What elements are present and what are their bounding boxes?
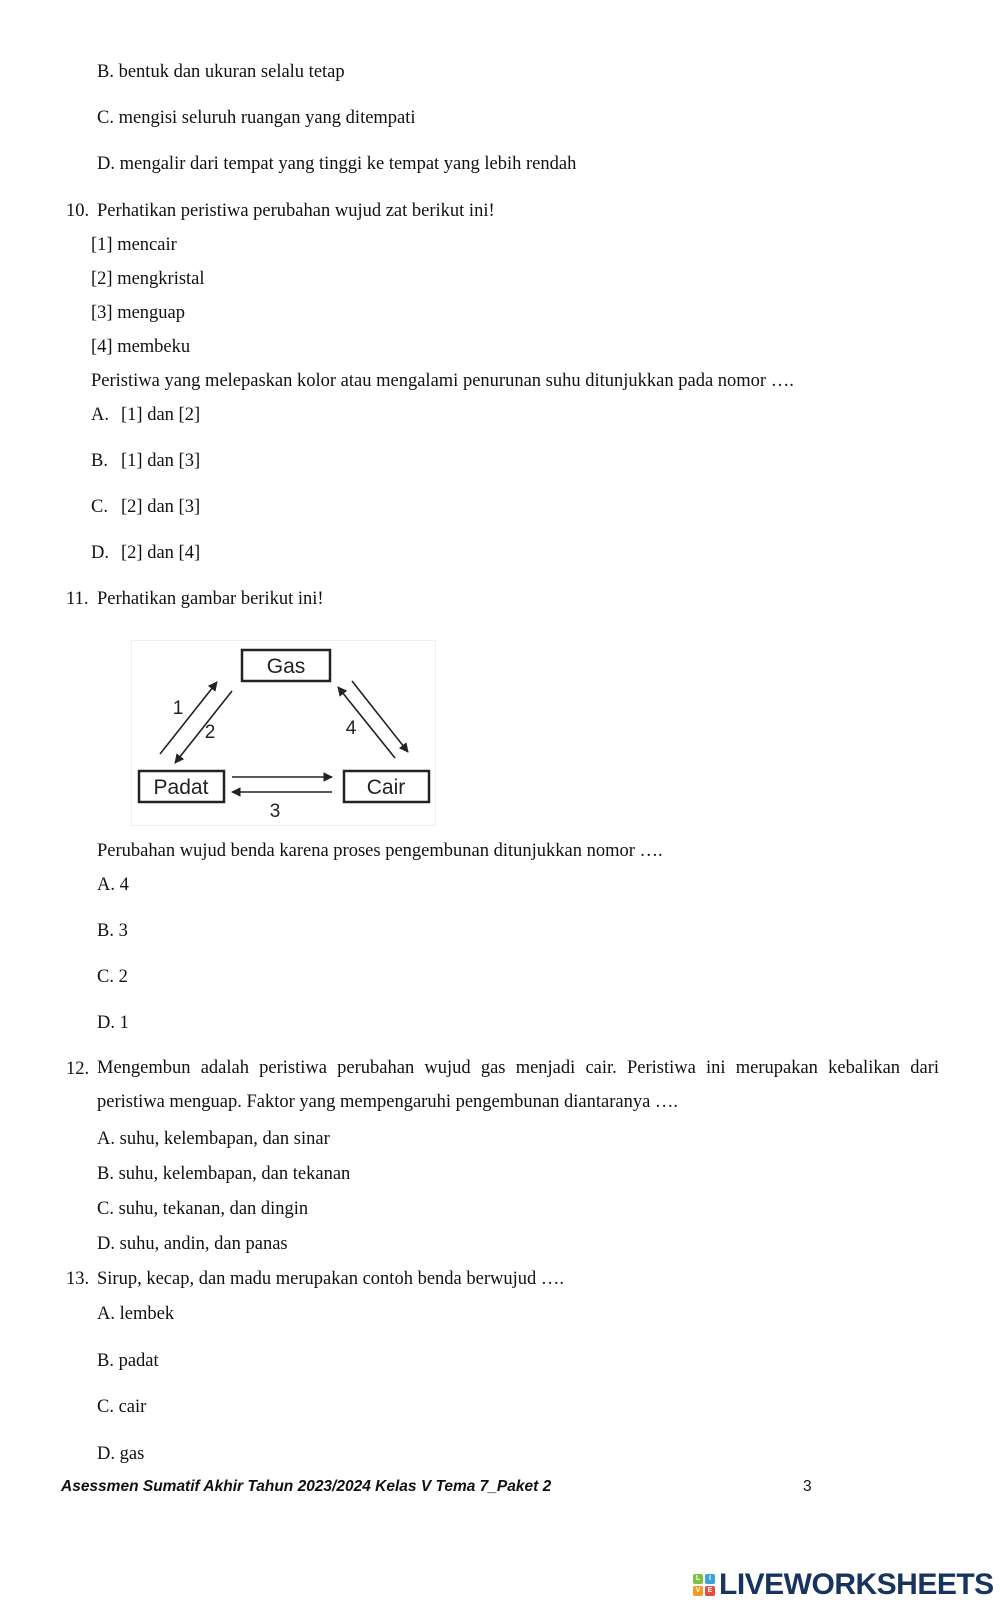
q12-option-c[interactable]: C. suhu, tekanan, dan dingin: [97, 1199, 309, 1219]
label-1: 1: [172, 698, 184, 719]
gas-label: Gas: [266, 655, 306, 678]
q10-option-c[interactable]: C. [2] dan [3]: [91, 497, 201, 517]
label-4: 4: [345, 718, 357, 739]
q12-option-a[interactable]: A. suhu, kelembapan, dan sinar: [97, 1129, 330, 1149]
q13-option-c[interactable]: C. cair: [97, 1397, 147, 1417]
q10-item-1: [1] mencair: [91, 235, 177, 255]
liveworksheets-logo[interactable]: [693, 1568, 994, 1602]
arrow-1: [160, 682, 217, 754]
q11-option-b[interactable]: B. 3: [97, 921, 128, 941]
label-2: 2: [204, 722, 216, 743]
q10-item-2: [2] mengkristal: [91, 269, 205, 289]
q13-option-d[interactable]: D. gas: [97, 1444, 145, 1464]
logo-text: LIVEWORKSHEETS: [719, 1568, 994, 1601]
arrow-2: [172, 691, 232, 763]
q10-item-3: [3] menguap: [91, 303, 186, 323]
state-change-diagram: [131, 640, 436, 826]
q13-number: 13.: [66, 1269, 90, 1289]
q11-option-c[interactable]: C. 2: [97, 967, 128, 987]
logo-tiles-icon: [693, 1574, 715, 1596]
q10-question: Peristiwa yang melepaskan kolor atau mengalami penurunan suhu ditunjukkan pada nomor ….: [91, 371, 794, 391]
q10-option-d[interactable]: D. [2] dan [4]: [91, 543, 201, 563]
q11-option-d[interactable]: D. 1: [97, 1013, 129, 1033]
q10-option-b[interactable]: B. [1] dan [3]: [91, 451, 201, 471]
label-3: 3: [269, 801, 281, 822]
cair-label: Cair: [366, 776, 406, 799]
q9-option-c[interactable]: C. mengisi seluruh ruangan yang ditempati: [97, 108, 416, 128]
q11-stem: Perhatikan gambar berikut ini!: [97, 589, 324, 609]
logo-tile-l: L: [693, 1574, 703, 1584]
footer-title: Asessmen Sumatif Akhir Tahun 2023/2024 Kelas V Tema 7_Paket 2: [61, 1478, 552, 1495]
q12-stem: Mengembun adalah peristiwa perubahan wujud gas menjadi cair. Peristiwa ini merupakan kebalikan dari peristiwa menguap. Faktor yang mempengaruhi pengembunan diantaranya ….: [97, 1058, 939, 1112]
q9-option-b[interactable]: B. bentuk dan ukuran selalu tetap: [97, 62, 345, 82]
padat-label: Padat: [153, 776, 209, 799]
state-change-svg: [132, 641, 435, 825]
q12-option-b[interactable]: B. suhu, kelembapan, dan tekanan: [97, 1164, 351, 1184]
page-number: 3: [803, 1478, 812, 1495]
q10-option-a[interactable]: A. [1] dan [2]: [91, 405, 201, 425]
q11-option-a[interactable]: A. 4: [97, 875, 129, 895]
q10-number: 10.: [66, 201, 90, 221]
q10-stem: Perhatikan peristiwa perubahan wujud zat berikut ini!: [97, 201, 495, 221]
q12-number: 12.: [66, 1059, 90, 1079]
q13-stem: Sirup, kecap, dan madu merupakan contoh benda berwujud ….: [97, 1269, 564, 1289]
q11-question: Perubahan wujud benda karena proses pengembunan ditunjukkan nomor ….: [97, 841, 663, 861]
logo-tile-v: V: [693, 1586, 703, 1596]
q10-item-4: [4] membeku: [91, 337, 191, 357]
q13-option-a[interactable]: A. lembek: [97, 1304, 175, 1324]
logo-tile-e: E: [705, 1586, 715, 1596]
q11-number: 11.: [66, 589, 89, 609]
logo-tile-i: I: [705, 1574, 715, 1584]
q12-option-d[interactable]: D. suhu, andin, dan panas: [97, 1234, 288, 1254]
q9-option-d[interactable]: D. mengalir dari tempat yang tinggi ke tempat yang lebih rendah: [97, 154, 577, 174]
arrow-4a: [352, 681, 408, 752]
q13-option-b[interactable]: B. padat: [97, 1351, 159, 1371]
